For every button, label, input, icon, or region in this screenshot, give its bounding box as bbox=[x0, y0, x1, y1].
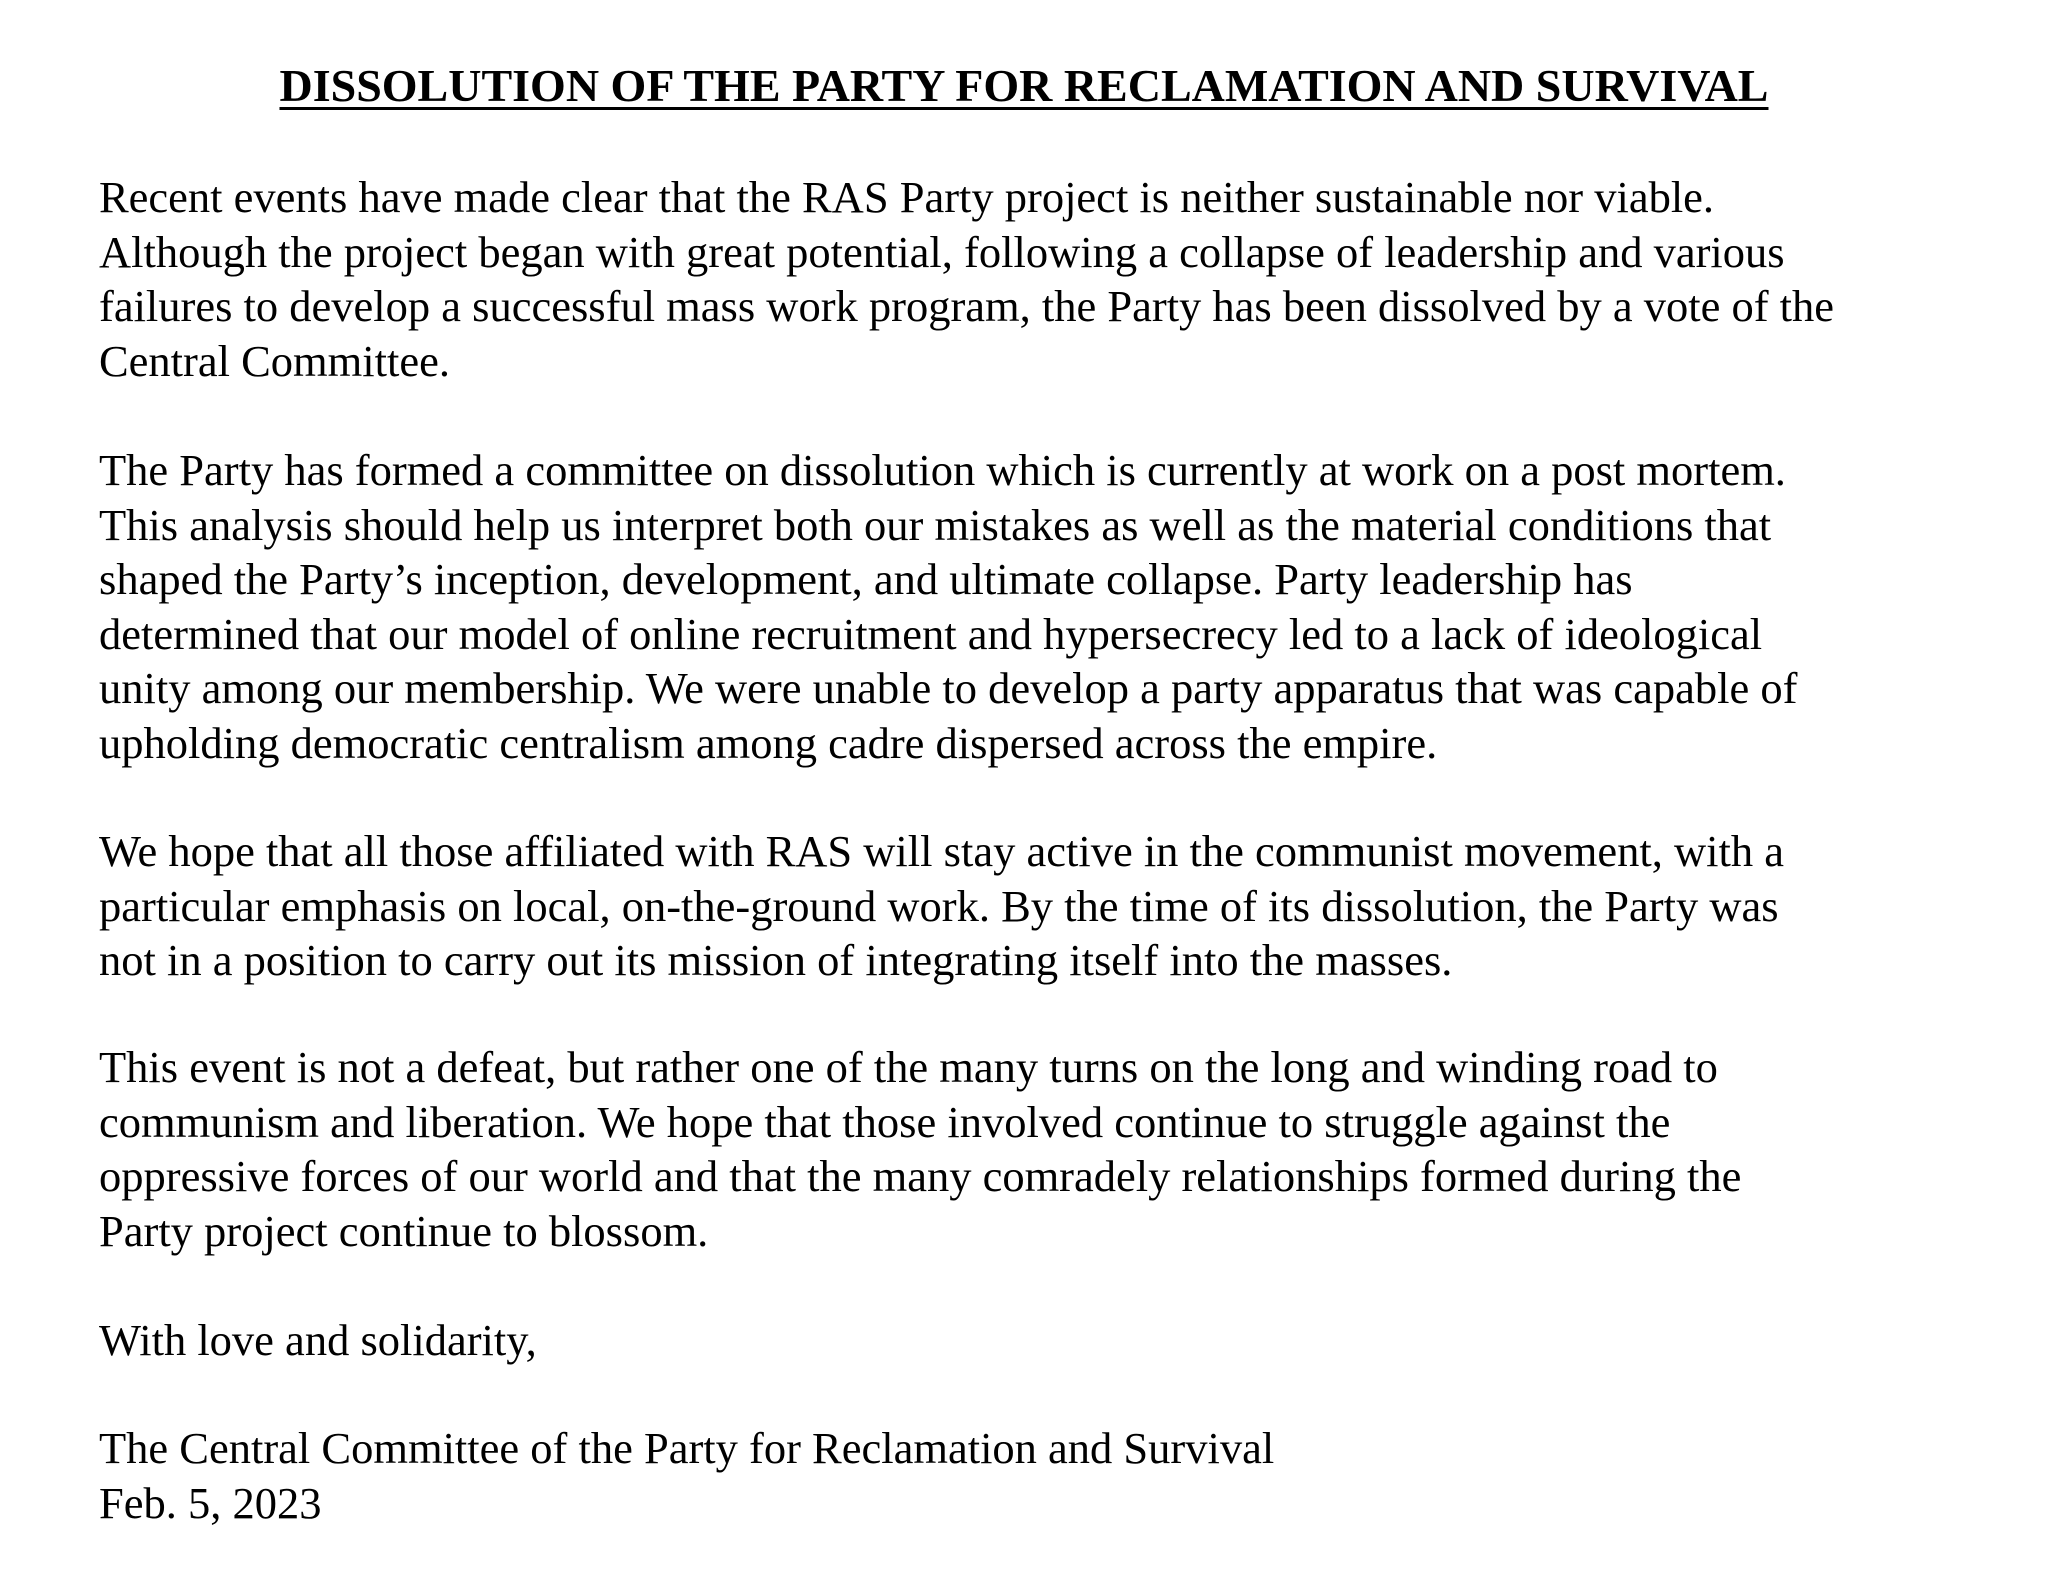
signature-block bbox=[99, 1421, 1274, 1530]
paragraph-line: failures to develop a successful mass work program, the Party has been dissolved by a vote of the bbox=[99, 281, 1835, 331]
paragraph-line: This event is not a defeat, but rather one of the many turns on the long and winding road to bbox=[99, 1042, 1718, 1092]
paragraph-line: determined that our model of online recruitment and hypersecrecy led to a lack of ideological bbox=[99, 608, 1763, 659]
paragraph-line: particular emphasis on local, on-the-ground work. By the time of its dissolution, the Party was bbox=[99, 880, 1779, 931]
signature-name: The Central Committee of the Party for Reclamation and Survival bbox=[99, 1423, 1275, 1473]
paragraph-line: Party project continue to blossom. bbox=[99, 1205, 709, 1256]
paragraph-recent-events bbox=[99, 170, 1834, 388]
paragraph-line: We hope that all those affiliated with RAS will stay active in the communist movement, with a bbox=[99, 826, 1785, 876]
paragraph-committee-on-dissolution bbox=[99, 443, 1797, 770]
closing-text: With love and solidarity, bbox=[99, 1315, 537, 1365]
paragraph-line: communism and liberation. We hope that those involved continue to struggle against the bbox=[99, 1096, 1671, 1147]
paragraph-not-a-defeat bbox=[99, 1040, 1741, 1258]
paragraph-line: not in a position to carry out its mission of integrating itself into the masses. bbox=[99, 935, 1453, 985]
paragraph-line: Central Committee. bbox=[99, 335, 450, 386]
paragraph-line: Although the project began with great potential, following a collapse of leadership and various bbox=[99, 226, 1785, 277]
paragraph-line: Recent events have made clear that the RAS Party project is neither sustainable nor viable. bbox=[99, 172, 1715, 222]
signature-date: Feb. 5, 2023 bbox=[99, 1477, 322, 1528]
paragraph-line: oppressive forces of our world and that the many comradely relationships formed during the bbox=[99, 1151, 1742, 1201]
paragraph-line: shaped the Party’s inception, development, and ultimate collapse. Party leadership has bbox=[99, 554, 1633, 604]
paragraph-stay-active bbox=[99, 824, 1784, 988]
document-title: DISSOLUTION OF THE PARTY FOR RECLAMATION AND SURVIVAL bbox=[279, 60, 1769, 111]
paragraph-line: upholding democratic centralism among cadre dispersed across the empire. bbox=[99, 717, 1438, 768]
paragraph-line: This analysis should help us interpret both our mistakes as well as the material conditions that bbox=[99, 499, 1772, 550]
paragraph-line: The Party has formed a committee on dissolution which is currently at work on a post mortem. bbox=[99, 445, 1786, 495]
paragraph-line: unity among our membership. We were unable to develop a party apparatus that was capable of bbox=[99, 663, 1798, 713]
closing-salutation bbox=[99, 1313, 537, 1368]
